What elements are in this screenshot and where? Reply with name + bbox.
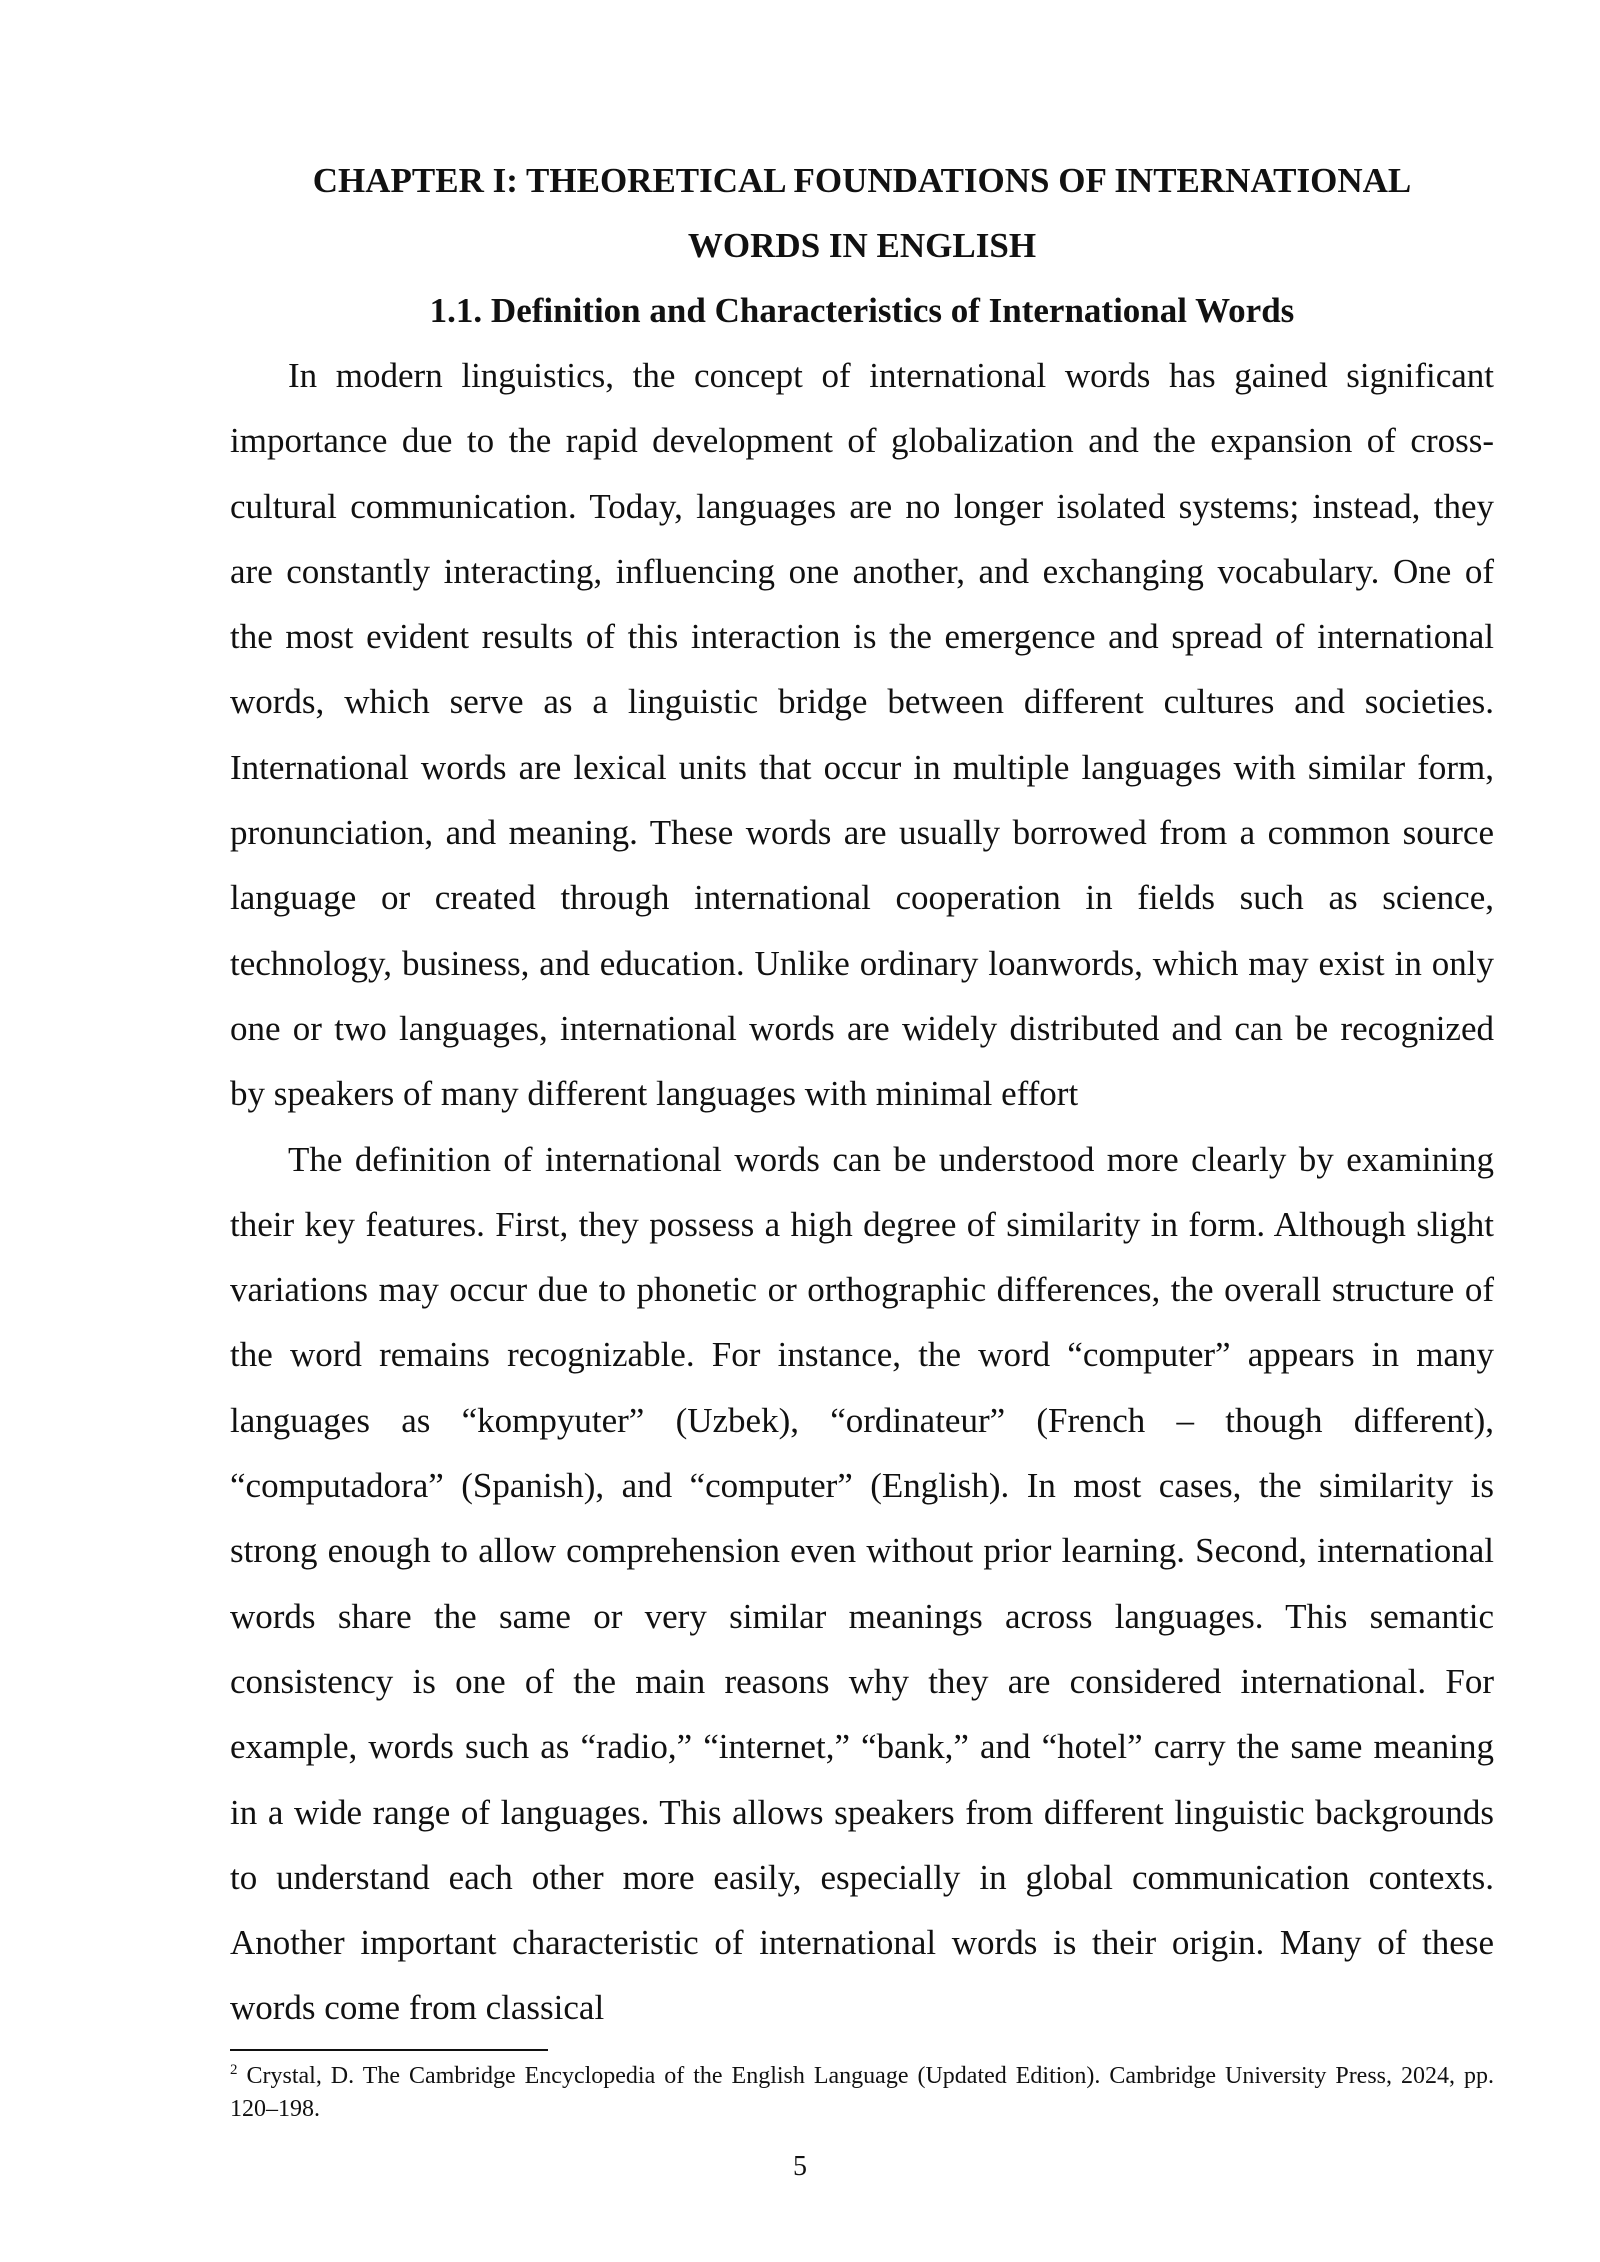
chapter-title-line-1: CHAPTER I: THEORETICAL FOUNDATIONS OF INTERNATIONAL [312, 161, 1412, 200]
footnote-marker: 2 [230, 2062, 238, 2078]
page-content [230, 148, 1494, 2041]
chapter-title [230, 148, 1494, 278]
footnote-divider [230, 2049, 548, 2051]
page-number: 5 [793, 2151, 807, 2182]
footnote-text: Crystal, D. The Cambridge Encyclopedia of the English Language (Updated Edition). Cambridge University Press, 2024, pp. 120–198. [230, 2063, 1494, 2122]
chapter-title-line-2: WORDS IN ENGLISH [687, 226, 1037, 265]
section-title: 1.1. Definition and Characteristics of International Words [429, 291, 1295, 330]
body-paragraph-1: In modern linguistics, the concept of international words has gained significant importance due to the rapid development of globalization and the expansion of cross-cultural communication. Today, languages are no longer isolated systems; instead, they are constantly interacting, influencing one another, and exchanging vocabulary. One of the most evident results of this interaction is the emergence and spread of international words, which serve as a linguistic bridge between different cultures and societies. International words are lexical units that occur in multiple languages with similar form, pronunciation, and meaning. These words are usually borrowed from a common source language or created through international cooperation in fields such as science, technology, business, and education. Unlike ordinary loanwords, which may exist in only one or two languages, international words are widely distributed and can be recognized by speakers of many different languages with minimal effort [230, 356, 1494, 1114]
body-paragraph-2: The definition of international words can be understood more clearly by examining their key features. First, they possess a high degree of similarity in form. Although slight variations may occur due to phonetic or orthographic differences, the overall structure of the word remains recognizable. For instance, the word “computer” appears in many languages as “kompyuter” (Uzbek), “ordinateur” (French – though different), “computadora” (Spanish), and “computer” (English). In most cases, the similarity is strong enough to allow comprehension even without prior learning. Second, international words share the same or very similar meanings across languages. This semantic consistency is one of the main reasons why they are considered international. For example, words such as “radio,” “internet,” “bank,” and “hotel” carry the same meaning in a wide range of languages. This allows speakers from different linguistic backgrounds to understand each other more easily, especially in global communication contexts. Another important characteristic of international words is their origin. Many of these words come from classical [230, 1139, 1494, 2028]
footnote [230, 2060, 1494, 2126]
